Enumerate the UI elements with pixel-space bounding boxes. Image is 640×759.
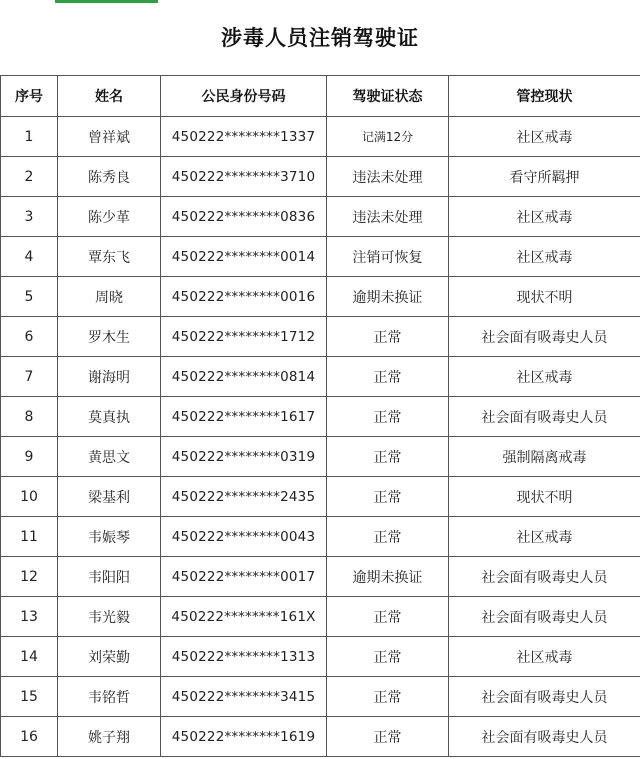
table-row bbox=[1, 157, 640, 197]
cell-control-status: 社区戒毒 bbox=[449, 637, 640, 677]
cell-no: 16 bbox=[1, 717, 58, 757]
cell-license-status: 正常 bbox=[327, 477, 449, 517]
top-accent-bar bbox=[55, 0, 158, 3]
drug-offender-license-table bbox=[0, 75, 640, 757]
cell-license-status: 记满12分 bbox=[327, 117, 449, 157]
table-row bbox=[1, 357, 640, 397]
cell-name: 罗木生 bbox=[58, 317, 161, 357]
cell-id-number: 450222********0836 bbox=[161, 197, 327, 237]
cell-name: 莫真执 bbox=[58, 397, 161, 437]
cell-id-number: 450222********1617 bbox=[161, 397, 327, 437]
cell-no: 7 bbox=[1, 357, 58, 397]
column-header-no: 序号 bbox=[1, 76, 58, 117]
cell-license-status: 正常 bbox=[327, 637, 449, 677]
cell-control-status: 现状不明 bbox=[449, 277, 640, 317]
cell-control-status: 社会面有吸毒史人员 bbox=[449, 717, 640, 757]
cell-control-status: 看守所羁押 bbox=[449, 157, 640, 197]
cell-id-number: 450222********0016 bbox=[161, 277, 327, 317]
table-row bbox=[1, 637, 640, 677]
table-row bbox=[1, 477, 640, 517]
cell-license-status: 正常 bbox=[327, 677, 449, 717]
cell-id-number: 450222********0319 bbox=[161, 437, 327, 477]
cell-no: 1 bbox=[1, 117, 58, 157]
column-header-id: 公民身份号码 bbox=[161, 76, 327, 117]
cell-no: 13 bbox=[1, 597, 58, 637]
cell-control-status: 社区戒毒 bbox=[449, 197, 640, 237]
table-row bbox=[1, 277, 640, 317]
cell-id-number: 450222********3710 bbox=[161, 157, 327, 197]
cell-name: 梁基利 bbox=[58, 477, 161, 517]
cell-control-status: 社会面有吸毒史人员 bbox=[449, 677, 640, 717]
table-row bbox=[1, 557, 640, 597]
cell-license-status: 正常 bbox=[327, 437, 449, 477]
cell-name: 刘荣勤 bbox=[58, 637, 161, 677]
table-row bbox=[1, 677, 640, 717]
cell-control-status: 社区戒毒 bbox=[449, 237, 640, 277]
cell-license-status: 正常 bbox=[327, 317, 449, 357]
cell-license-status: 正常 bbox=[327, 357, 449, 397]
cell-name: 韦阳阳 bbox=[58, 557, 161, 597]
table-header-row bbox=[1, 76, 640, 117]
cell-id-number: 450222********1337 bbox=[161, 117, 327, 157]
cell-no: 8 bbox=[1, 397, 58, 437]
cell-id-number: 450222********0814 bbox=[161, 357, 327, 397]
column-header-name: 姓名 bbox=[58, 76, 161, 117]
table-row bbox=[1, 397, 640, 437]
cell-no: 6 bbox=[1, 317, 58, 357]
cell-no: 9 bbox=[1, 437, 58, 477]
table-row bbox=[1, 197, 640, 237]
cell-name: 黄思文 bbox=[58, 437, 161, 477]
column-header-control-status: 管控现状 bbox=[449, 76, 640, 117]
cell-no: 10 bbox=[1, 477, 58, 517]
cell-license-status: 正常 bbox=[327, 517, 449, 557]
table-body bbox=[1, 117, 640, 757]
cell-license-status: 违法未处理 bbox=[327, 197, 449, 237]
cell-name: 韦娠琴 bbox=[58, 517, 161, 557]
page-title: 涉毒人员注销驾驶证 bbox=[221, 26, 419, 50]
cell-control-status: 现状不明 bbox=[449, 477, 640, 517]
cell-id-number: 450222********1619 bbox=[161, 717, 327, 757]
table-row bbox=[1, 717, 640, 757]
table-row bbox=[1, 597, 640, 637]
table-row bbox=[1, 517, 640, 557]
cell-control-status: 社会面有吸毒史人员 bbox=[449, 317, 640, 357]
cell-id-number: 450222********161X bbox=[161, 597, 327, 637]
cell-name: 覃东飞 bbox=[58, 237, 161, 277]
cell-id-number: 450222********1313 bbox=[161, 637, 327, 677]
table-row bbox=[1, 437, 640, 477]
cell-no: 3 bbox=[1, 197, 58, 237]
cell-name: 曾祥斌 bbox=[58, 117, 161, 157]
cell-no: 4 bbox=[1, 237, 58, 277]
cell-id-number: 450222********0014 bbox=[161, 237, 327, 277]
cell-license-status: 注销可恢复 bbox=[327, 237, 449, 277]
cell-no: 12 bbox=[1, 557, 58, 597]
cell-license-status: 逾期未换证 bbox=[327, 277, 449, 317]
column-header-license-status: 驾驶证状态 bbox=[327, 76, 449, 117]
cell-control-status: 社会面有吸毒史人员 bbox=[449, 397, 640, 437]
cell-name: 韦铭哲 bbox=[58, 677, 161, 717]
cell-id-number: 450222********2435 bbox=[161, 477, 327, 517]
cell-license-status: 违法未处理 bbox=[327, 157, 449, 197]
cell-no: 2 bbox=[1, 157, 58, 197]
cell-control-status: 社会面有吸毒史人员 bbox=[449, 557, 640, 597]
cell-control-status: 社区戒毒 bbox=[449, 357, 640, 397]
cell-id-number: 450222********1712 bbox=[161, 317, 327, 357]
table-row bbox=[1, 117, 640, 157]
cell-control-status: 社区戒毒 bbox=[449, 117, 640, 157]
cell-license-status: 正常 bbox=[327, 597, 449, 637]
cell-license-status: 逾期未换证 bbox=[327, 557, 449, 597]
cell-name: 陈少革 bbox=[58, 197, 161, 237]
cell-name: 韦光毅 bbox=[58, 597, 161, 637]
cell-id-number: 450222********3415 bbox=[161, 677, 327, 717]
cell-name: 周晓 bbox=[58, 277, 161, 317]
cell-no: 15 bbox=[1, 677, 58, 717]
cell-control-status: 社会面有吸毒史人员 bbox=[449, 597, 640, 637]
cell-name: 陈秀良 bbox=[58, 157, 161, 197]
cell-no: 14 bbox=[1, 637, 58, 677]
cell-name: 谢海明 bbox=[58, 357, 161, 397]
cell-no: 5 bbox=[1, 277, 58, 317]
cell-license-status: 正常 bbox=[327, 717, 449, 757]
cell-name: 姚子翔 bbox=[58, 717, 161, 757]
cell-control-status: 社区戒毒 bbox=[449, 517, 640, 557]
table-row bbox=[1, 317, 640, 357]
cell-license-status: 正常 bbox=[327, 397, 449, 437]
cell-control-status: 强制隔离戒毒 bbox=[449, 437, 640, 477]
cell-no: 11 bbox=[1, 517, 58, 557]
table-row bbox=[1, 237, 640, 277]
cell-id-number: 450222********0043 bbox=[161, 517, 327, 557]
cell-id-number: 450222********0017 bbox=[161, 557, 327, 597]
